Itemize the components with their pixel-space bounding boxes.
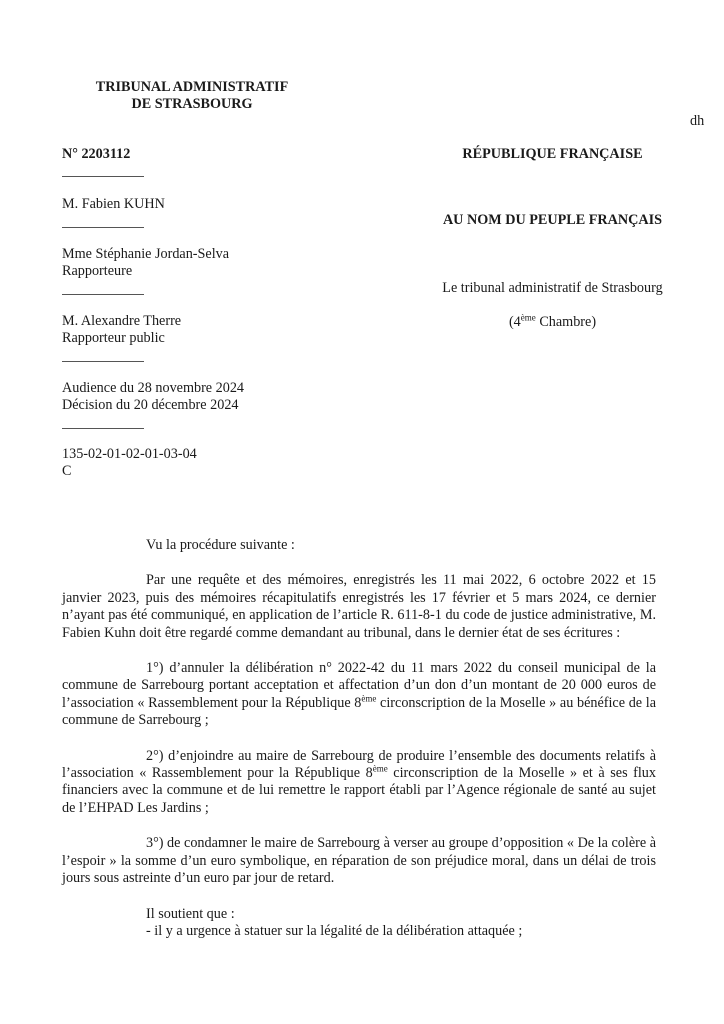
intro-paragraph: Par une requête et des mémoires, enregistrés les 11 mai 2022, 6 octobre 2022 et 15 janvier 2023, puis des mémoires récapitulatifs enregistrés les 17 février et 5 mars 2024, ce dernier n’ayant pas été communiqué, en application de l’article R. 611-8-1 du code de justice administrative, M. Fabien Kuhn doit être regardé comme demandant au tribunal, dans le dernier état de ses écritures : <box>62 572 656 641</box>
request-item-2: 2°) d’enjoindre au maire de Sarrebourg de produire l’ensemble des documents relatifs à l’association « Rassemblement pour la République 8ème circonscription de la Moselle » et à ses flux financiers avec la commune et de lui remettre le rapport établi par l’Agence régionale de santé au sujet de l’EHPAD Les Jardins ; <box>62 747 656 816</box>
divider <box>62 361 144 362</box>
rapporteur-name: Mme Stéphanie Jordan-Selva <box>62 246 230 262</box>
decision-date: Décision du 20 décembre 2024 <box>62 397 239 413</box>
argument-item: - il y a urgence à statuer sur la légalité de la délibération attaquée ; <box>146 922 523 939</box>
hearing-date: Audience du 28 novembre 2024 <box>62 380 245 396</box>
divider <box>62 227 144 228</box>
divider <box>62 294 144 295</box>
court-title <box>62 79 322 113</box>
case-number: N° 2203112 <box>62 146 131 162</box>
tribunal-name: Le tribunal administratif de Strasbourg <box>442 280 663 296</box>
public-rapporteur-name: M. Alexandre Therre <box>62 313 182 329</box>
request-item-3: 3°) de condamner le maire de Sarrebourg à verser au groupe d’opposition « De la colère à l’espoir » la somme d’un euro symbolique, en réparation de son préjudice moral, dans un délai de trois jours sous astreinte d’un euro par jour de retard. <box>62 835 656 887</box>
court-title-line2: DE STRASBOURG <box>131 96 253 112</box>
chamber: (4ème Chambre) <box>508 312 597 330</box>
procedure-body <box>62 537 656 940</box>
people-heading: AU NOM DU PEUPLE FRANÇAIS <box>442 212 663 228</box>
divider <box>62 176 144 177</box>
procedure-heading: Vu la procédure suivante : <box>146 537 295 553</box>
argument-heading: Il soutient que : <box>146 905 235 922</box>
republic-heading: RÉPUBLIQUE FRANÇAISE <box>462 146 643 162</box>
classification-letter: C <box>62 463 72 479</box>
clerk-initials: dh <box>690 113 705 129</box>
classification-code: 135-02-01-02-01-03-04 <box>62 446 197 462</box>
public-rapporteur-role: Rapporteur public <box>62 330 165 346</box>
plaintiff-name: M. Fabien KUHN <box>62 196 165 212</box>
request-item-1: 1°) d’annuler la délibération n° 2022-42 du 11 mars 2022 du conseil municipal de la commune de Sarrebourg portant acceptation et affectation d’un don d’un montant de 20 000 euros de l’association « Rassemblement pour la République 8ème circonscription de la Moselle » au bénéfice de la commune de Sarrebourg ; <box>62 660 656 729</box>
rapporteur-role: Rapporteure <box>62 263 133 279</box>
court-title-line1: TRIBUNAL ADMINISTRATIF <box>95 79 289 95</box>
divider <box>62 428 144 429</box>
